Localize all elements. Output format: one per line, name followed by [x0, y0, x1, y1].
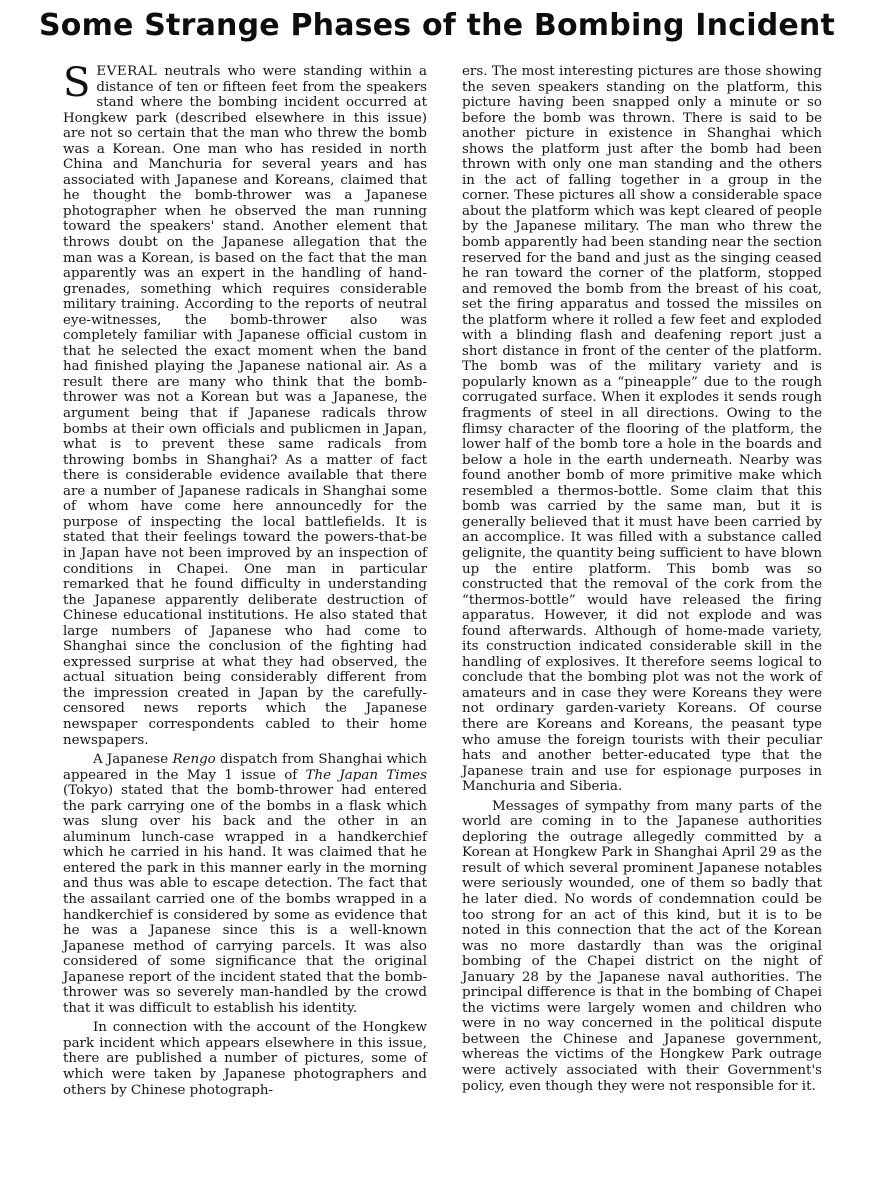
paragraph-text: dispatch from Shanghai which appeared in the May 1 issue of [63, 752, 427, 783]
article-paragraph [63, 60, 427, 748]
article-paragraph-continued [462, 64, 822, 795]
paragraph-text: neutrals who were standing within a distance of ten or fifteen feet from the speakers stand where the bombing incident occurred at Hongkew park (described elsewhere in this issue) are not so certain that the man who threw the bomb was a Korean. One man who has resided in north China and Manchuria for several years and has associated with Japanese and Koreans, claimed that he thought the bomb-thrower was a Japanese photographer when he observed the man running toward the speakers' stand. Another element that throws doubt on the Japanese allegation that the man was a Korean, is based on the fact that the man apparently was an expert in the handling of hand-grenades, something which requires considerable military training. According to the reports of neutral eye-witnesses, the bomb-thrower also was completely familiar with Japanese official custom in that he selected the exact moment when the band had finished playing the Japanese national air. As a result there are many who think that the bomb-thrower was not a Korean but was a Japanese, the argument being that if Japanese radicals throw bombs at their own officials and publicmen in Japan, what is to prevent these same radicals from throwing bombs in Shanghai? As a matter of fact there is considerable evidence available that there are a number of Japanese radicals in Shanghai some of whom have come here announcedly for the purpose of inspecting the local battlefields. It is stated that their feelings toward the powers-that-be in Japan have not been improved by an inspection of conditions in Chapei. One man in particular remarked that he found difficulty in understanding the Japanese apparently deliberate destruction of Chinese educational institutions. He also stated that large numbers of Japanese who had come to Shanghai since the conclusion of the fighting had expressed surprise at what they had observed, the actual situation being considerably different from the impression created in Japan by the carefully-censored news reports which the Japanese newspaper correspondents cabled to their home newspapers. [63, 64, 427, 748]
article-paragraph [462, 799, 822, 1094]
paragraph-text: (Tokyo) stated that the bomb-thrower had entered the park carrying one of the bombs in a flask which was slung over his back and the other in an aluminum lunch-case wrapped in a handkerchief which he carried in his hand. It was claimed that he entered the park in this manner early in the morning and thus was able to escape detection. The fact that the assailant carried one of the bombs wrapped in a handkerchief is considered by some as evidence that he was a Japanese since this is a well-known Japanese method of carrying parcels. It was also considered of some significance that the original Japanese report of the incident stated that the bomb-thrower was so severely man-handled by the crowd that it was difficult to establish his identity. [63, 783, 427, 1016]
article-title: Some Strange Phases of the Bombing Incident [38, 8, 836, 43]
lead-caps: EVERAL [96, 64, 158, 79]
paragraph-text: ers. The most interesting pictures are those showing the seven speakers standing on the platform, this picture having been snapped only a minute or so before the bomb was thrown. There is said to be another picture in existence in Shanghai which shows the platform just after the bomb had been thrown with only one man standing and the others in the act of falling together in a group in the corner. These pictures all show a considerable space about the platform which was kept cleared of people by the Japanese military. The man who threw the bomb apparently had been standing near the section reserved for the band and just as the singing ceased he ran toward the corner of the platform, stopped and removed the bomb from the breast of his coat, set the firing apparatus and tossed the missiles on the platform where it rolled a few feet and exploded with a blinding flash and deafening report just a short distance in front of the center of the platform. The bomb was of the military variety and is popularly known as a “pineapple” due to the rough corrugated surface. When it explodes it sends rough fragments of steel in all directions. Owing to the flimsy character of the flooring of the platform, the lower half of the bomb tore a hole in the boards and below a hole in the earth underneath. Nearby was found another bomb of more primitive make which resembled a thermos-bottle. Some claim that this bomb was carried by the same man, but it is generally believed that it must have been carried by an accomplice. It was filled with a substance called gelignite, the quantity being sufficient to have blown up the entire platform. This bomb was so constructed that the removal of the cork from the “thermos-bottle” would have released the firing apparatus. However, it did not explode and was found afterwards. Although of home-made variety, its construction indicated considerable skill in the handling of explosives. It therefore seems logical to conclude that the bombing plot was not the work of amateurs and in case they were Koreans they were not ordinary garden-variety Koreans. Of course there are Koreans and Koreans, the peasant type who amuse the foreign tourists with their peculiar hats and another better-educated type that the Japanese train and use for espionage purposes in Manchuria and Siberia. [462, 64, 822, 795]
article-paragraph [63, 752, 427, 1016]
article-column-right [462, 64, 822, 1094]
publication-name: Rengo [172, 752, 216, 768]
article-paragraph [63, 1020, 427, 1098]
drop-cap: S [63, 60, 91, 106]
paragraph-text: A Japanese [93, 752, 173, 768]
paragraph-text: In connection with the account of the Hongkew park incident which appears elsewhere in this issue, there are published a number of pictures, some of which were taken by Japanese photographers and others by Chinese photograph- [63, 1020, 427, 1098]
publication-name: The Japan Times [305, 767, 428, 783]
paragraph-text: Messages of sympathy from many parts of the world are coming in to the Japanese authorities deploring the outrage allegedly committed by a Korean at Hongkew Park in Shanghai April 29 as the result of which several prominent Japanese notables were seriously wounded, one of them so badly that he later died. No words of condemnation could be too strong for an act of this kind, but it is to be noted in this connection that the act of the Korean was no more dastardly than was the original bombing of the Chapei district on the night of January 28 by the Japanese naval authorities. The principal difference is that in the bombing of Chapei the victims were largely women and children who were in no way concerned in the political dispute between the Chinese and Japanese government, whereas the victims of the Hongkew Park outrage were actively associated with their Government's policy, even though they were not responsible for it. [462, 798, 822, 1094]
article-column-left [63, 60, 428, 1098]
